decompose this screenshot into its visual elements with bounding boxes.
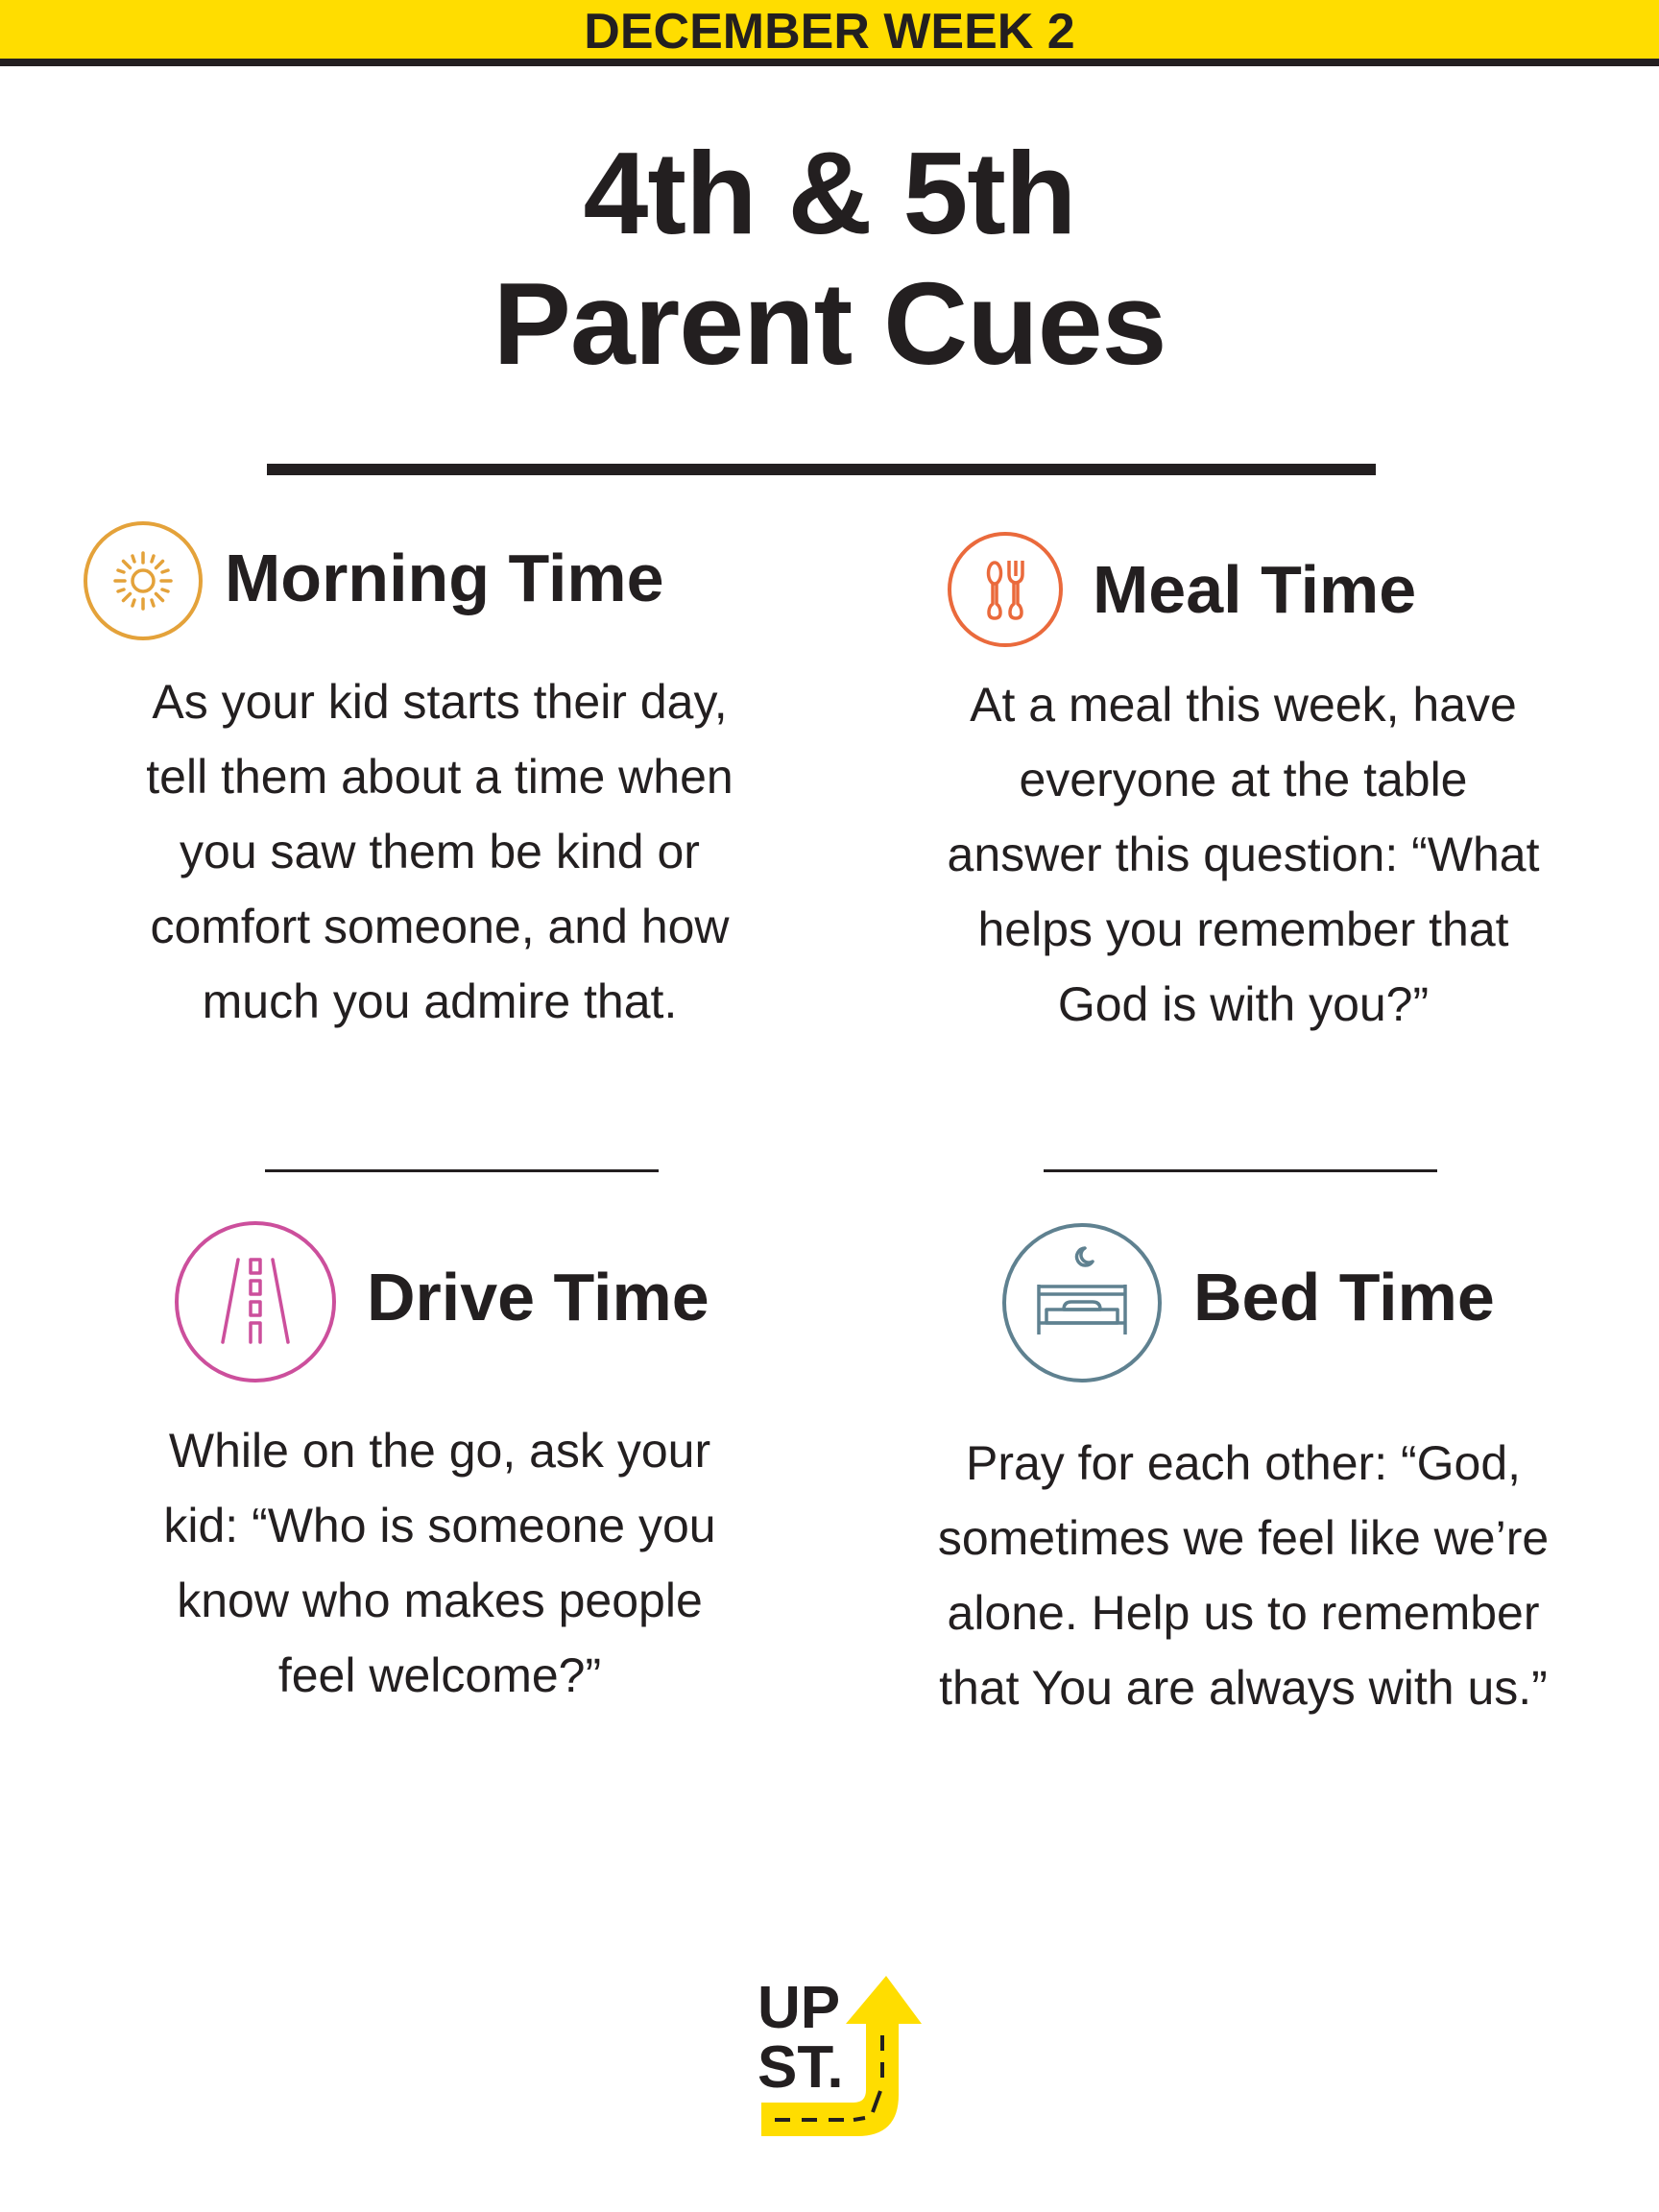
- bed-line: alone. Help us to remember: [947, 1586, 1540, 1640]
- morning-line: you saw them be kind or: [180, 825, 700, 878]
- morning-line: much you admire that.: [202, 974, 678, 1028]
- morning-line: tell them about a time when: [146, 750, 733, 804]
- meal-line: everyone at the table: [1019, 753, 1468, 806]
- title-divider: [267, 464, 1376, 475]
- bed-line: Pray for each other: “God,: [965, 1436, 1522, 1490]
- morning-time-heading: Morning Time: [225, 541, 664, 615]
- morning-line: As your kid starts their day,: [152, 675, 728, 729]
- section-divider-right: [1044, 1169, 1437, 1172]
- road-icon: [173, 1219, 338, 1384]
- drive-line: feel welcome?”: [277, 1648, 602, 1702]
- meal-time-heading: Meal Time: [1093, 552, 1417, 627]
- morning-time-text: [56, 664, 824, 1039]
- drive-time-heading: Drive Time: [367, 1260, 709, 1334]
- top-banner: [0, 0, 1659, 66]
- page-title-line1: 4th & 5th: [583, 128, 1076, 258]
- page-title-line2: Parent Cues: [493, 258, 1166, 389]
- drive-line: While on the go, ask your: [168, 1424, 711, 1478]
- upstreet-logo: [754, 1968, 936, 2146]
- section-divider-left: [265, 1169, 659, 1172]
- meal-line: God is with you?”: [1057, 977, 1430, 1031]
- drive-time-text: [56, 1413, 824, 1713]
- drive-line: know who makes people: [177, 1574, 703, 1627]
- morning-line: comfort someone, and how: [150, 900, 730, 953]
- logo-text-st: ST.: [757, 2034, 844, 2101]
- bed-moon-icon: [1000, 1221, 1164, 1384]
- meal-line: helps you remember that: [977, 902, 1509, 956]
- bed-line: that You are always with us.”: [939, 1661, 1548, 1715]
- meal-line: At a meal this week, have: [970, 678, 1517, 732]
- utensils-icon: [946, 530, 1065, 649]
- drive-line: kid: “Who is someone you: [163, 1499, 716, 1552]
- sun-icon: [81, 518, 205, 643]
- meal-line: answer this question: “What: [947, 828, 1540, 881]
- bed-time-heading: Bed Time: [1193, 1260, 1495, 1334]
- meal-time-text: [845, 667, 1642, 1042]
- bed-line: sometimes we feel like we’re: [937, 1511, 1550, 1565]
- logo-text-up: UP: [757, 1975, 841, 2041]
- banner-label: DECEMBER WEEK 2: [584, 4, 1075, 60]
- bed-time-text: [845, 1426, 1642, 1725]
